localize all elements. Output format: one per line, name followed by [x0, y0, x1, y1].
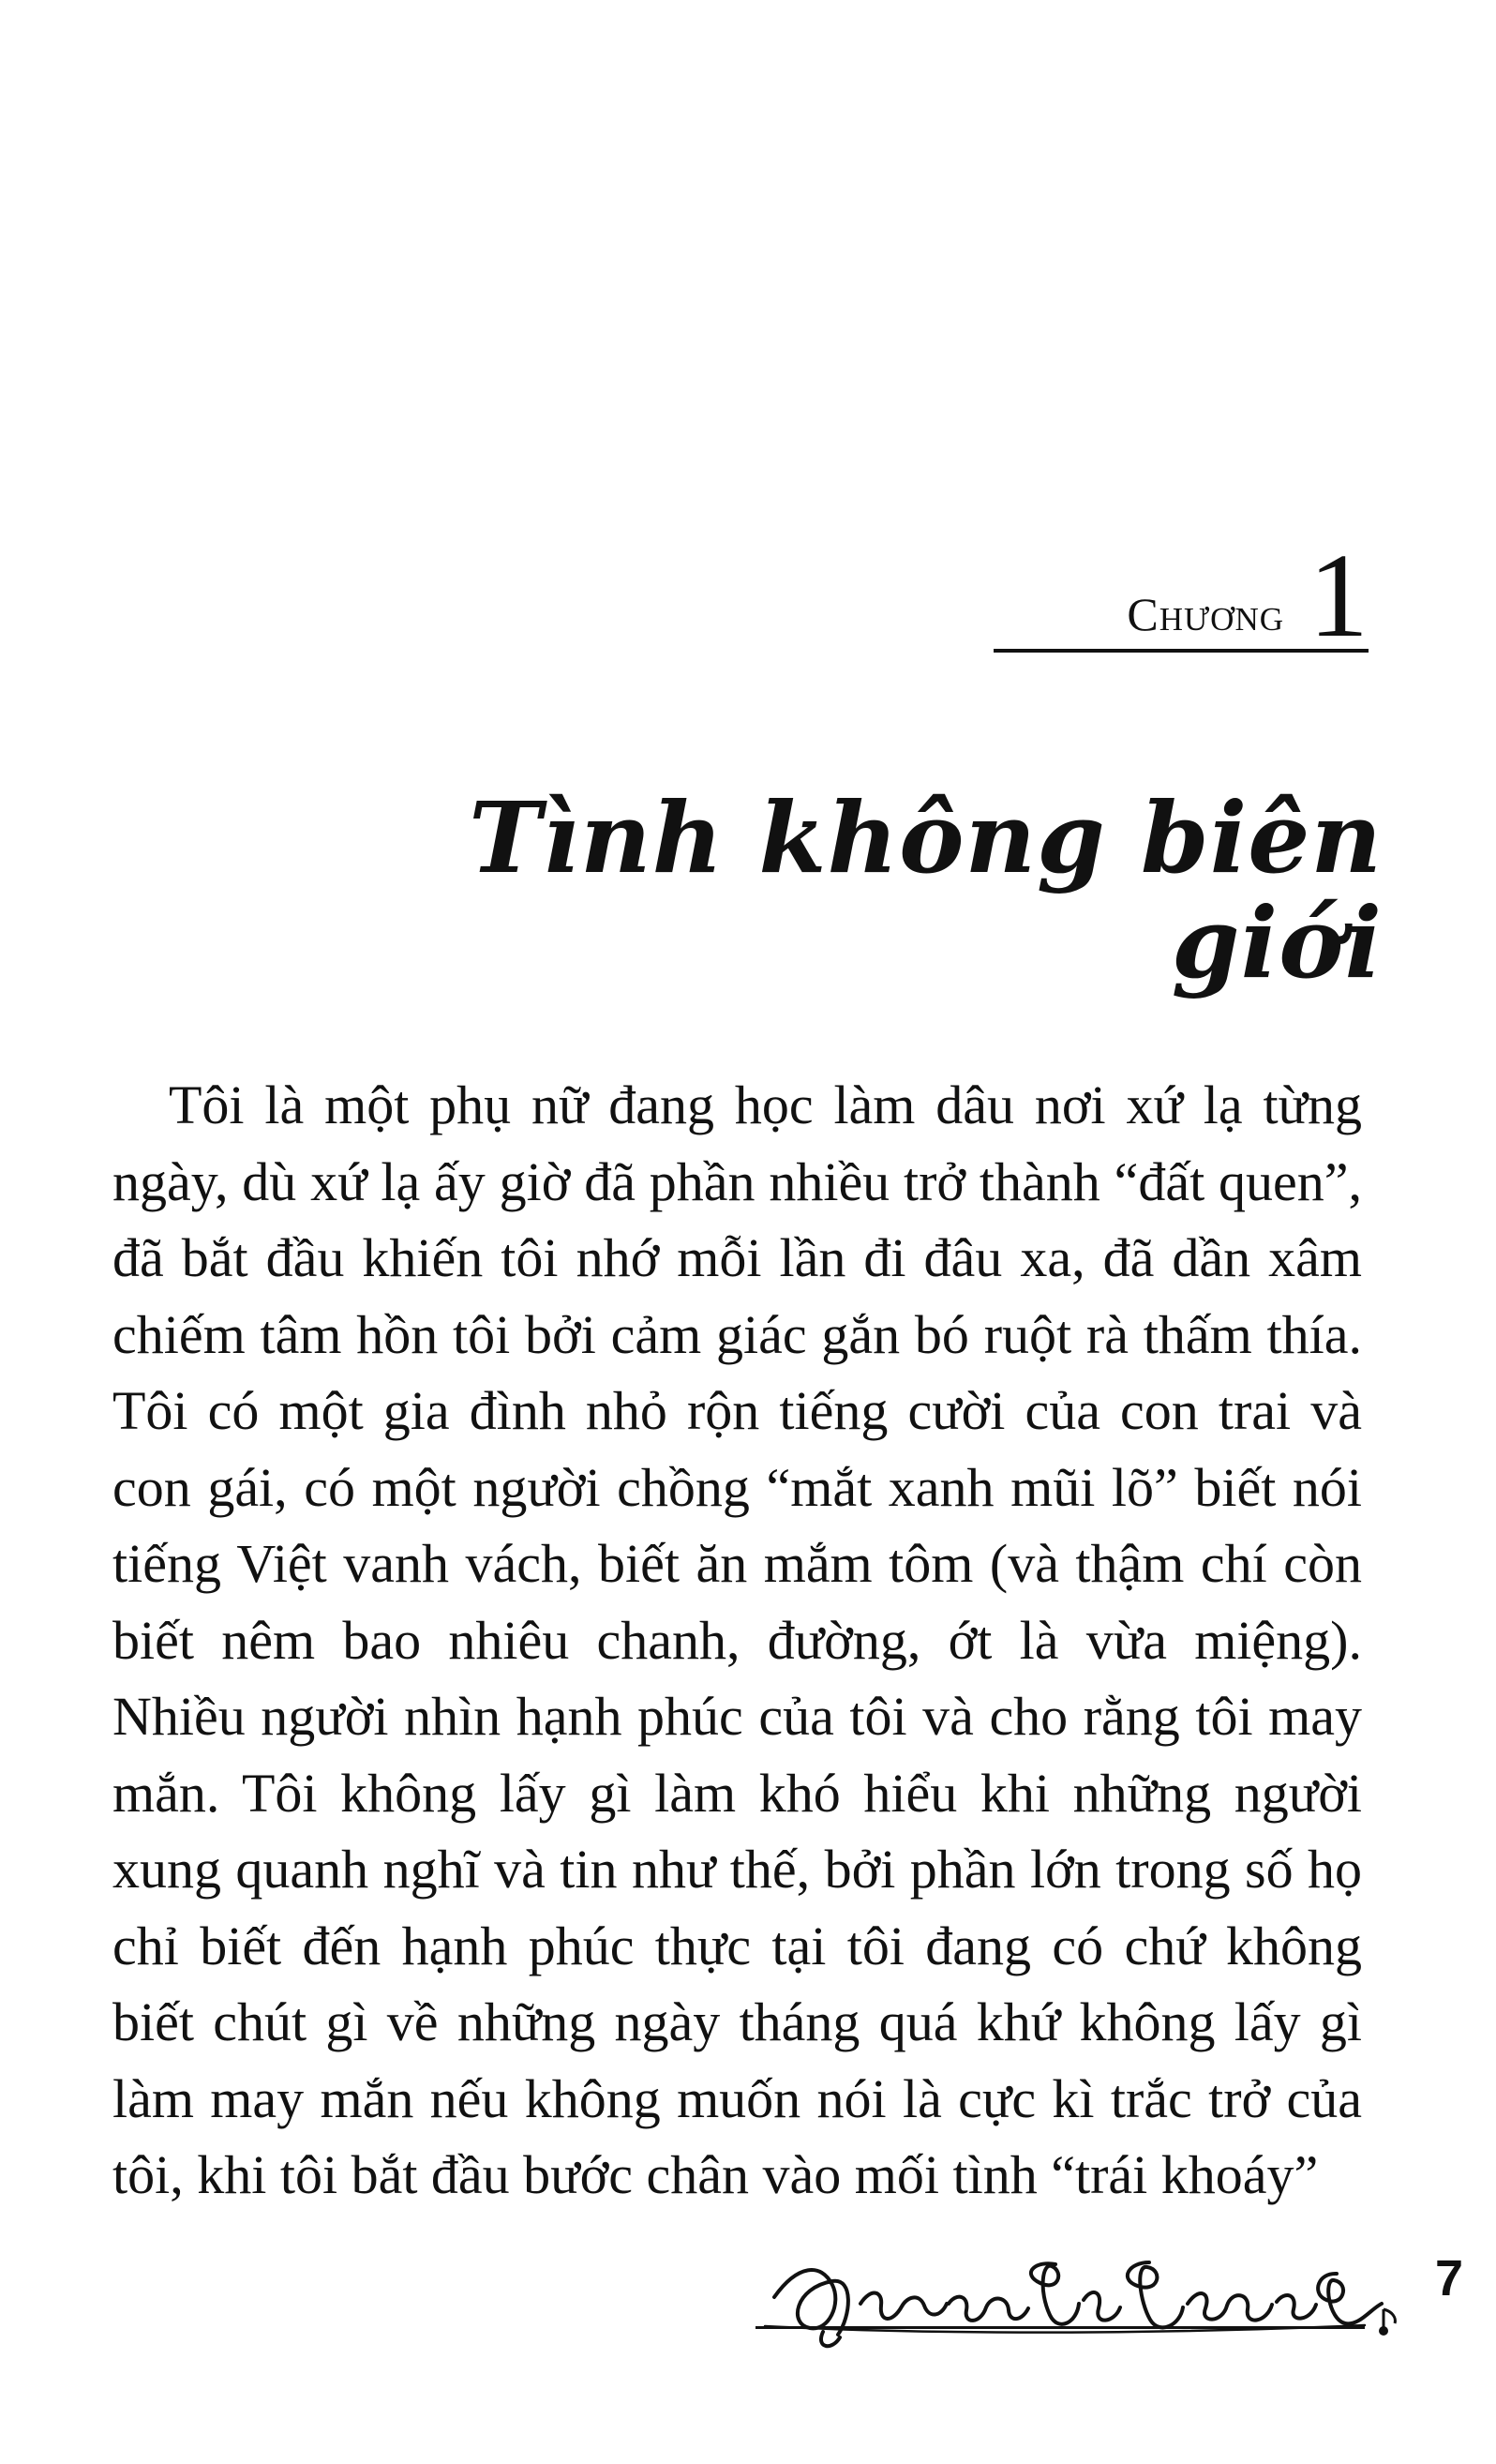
page-footer: [755, 2246, 1468, 2358]
signature-underline: [755, 2326, 1365, 2329]
chapter-rule: [994, 649, 1369, 653]
chapter-number: 1: [1309, 528, 1369, 662]
chapter-label: Chương: [1127, 588, 1284, 640]
page-number: 7: [1435, 2250, 1464, 2306]
author-signature: [755, 2246, 1402, 2353]
chapter-title: Tình không biên giới: [469, 779, 1383, 1000]
chapter-heading: [994, 525, 1369, 662]
body-paragraph: Tôi là một phụ nữ đang học làm dâu nơi xứ lạ từng ngày, dù xứ lạ ấy giờ đã phần nhiều trở thành “đất quen”, đã bắt đầu khiến tôi nhớ mỗi lần đi đâu xa, đã dần xâm chiếm tâm hồn tôi bởi cảm giác gắn bó ruột rà thấm thía. Tôi có một gia đình nhỏ rộn tiếng cười của con trai và con gái, có một người chồng “mắt xanh mũi lõ” biết nói tiếng Việt vanh vách, biết ăn mắm tôm (và thậm chí còn biết nêm bao nhiêu chanh, đường, ớt là vừa miệng). Nhiều người nhìn hạnh phúc của tôi và cho rằng tôi may mắn. Tôi không lấy gì làm khó hiểu khi những người xung quanh nghĩ và tin như thế, bởi phần lớn trong số họ chỉ biết đến hạnh phúc thực tại tôi đang có chứ không biết chút gì về những ngày tháng quá khứ không lấy gì làm may mắn nếu không muốn nói là cực kì trắc trở của tôi, khi tôi bắt đầu bước chân vào mối tình “trái khoáy”: [112, 1074, 1362, 2205]
